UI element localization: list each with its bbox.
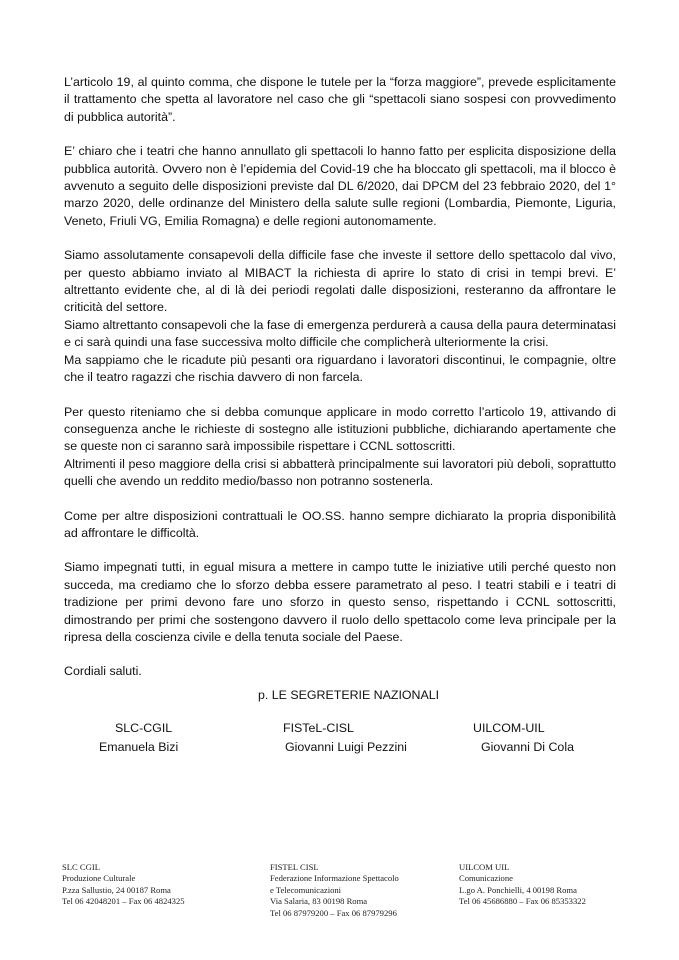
paragraph-apply-article-19: Per questo riteniamo che si debba comunque applicare in modo corretto l’articolo 19, attivando di conseguenza anche le richieste di sostegno alle istituzioni pubbliche, dichiarando apertamente che se queste non ci saranno sarà impossibile rispettare i CCNL sottoscritti. xyxy=(64,404,616,454)
footer-line: Tel 06 42048201 – Fax 06 4824325 xyxy=(62,896,185,907)
paragraph-public-authority: E’ chiaro che i teatri che hanno annullato gli spettacoli lo hanno fatto per esplicita disposizione della pubblica autorità. Ovvero non è l’epidemia del Covid-19 che ha bloccato gli spettacoli, ma il blocco è avvenuto a seguito delle disposizioni previste dal DL 6/2020, dai DPCM del 23 febbraio 2020, del 1° marzo 2020, delle ordinanze del Ministero della salute sulle regioni (Lombardia, Piemonte, Liguria, Veneto, Friuli VG, Emilia Romagna) e delle regioni autonomamente. xyxy=(64,144,616,228)
signatory-org: SLC-CGIL xyxy=(115,721,173,735)
footer-slc-cgil xyxy=(62,862,185,908)
signatory-name: Giovanni Luigi Pezzini xyxy=(285,740,407,754)
footer-line: Tel 06 87979200 – Fax 06 87979296 xyxy=(270,907,397,918)
footer-fistel-cisl xyxy=(270,862,399,919)
footer-line: Comunicazione xyxy=(459,873,513,884)
footer-line: Via Salaria, 83 00198 Roma xyxy=(270,896,368,907)
footer-line: Federazione Informazione Spettacolo xyxy=(270,873,399,884)
signatory-slc-cgil xyxy=(99,719,179,757)
closing-salutation: Cordiali saluti. xyxy=(64,664,142,679)
footer-line: FISTEL CISL xyxy=(270,862,319,872)
footer-line: Tel 06 45686880 – Fax 06 85353322 xyxy=(459,896,586,907)
signatory-org: UILCOM-UIL xyxy=(473,721,545,735)
paragraph-unions-availability: Come per altre disposizioni contrattuali le OO.SS. hanno sempre dichiarato la propria disponibilità ad affrontare le difficoltà. xyxy=(64,508,616,540)
footer-line: SLC CGIL xyxy=(62,862,100,872)
paragraph-weaker-workers: Altrimenti il peso maggiore della crisi si abbatterà principalmente sui lavoratori più deboli, soprattutto quelli che avendo un reddito medio/basso non potranno sostenerla. xyxy=(64,456,616,489)
paragraph-article-19: L’articolo 19, al quinto comma, che dispone le tutele per la “forza maggiore”, prevede esplicitamente il trattamento che spetta al lavoratore nel caso che gli “spettacoli siano sospesi con provvedimento di pubblica autorità”. xyxy=(64,75,616,124)
paragraph-emergency-phase: Siamo altrettanto consapevoli che la fase di emergenza perdurerà a causa della paura determinatasi e ci sarà quindi una fase successiva molto difficile che complicherà ulteriormente la crisi. xyxy=(64,317,616,350)
paragraph-discontinuous-workers: Ma sappiamo che le ricadute più pesanti ora riguardano i lavoratori discontinui, le compagnie, oltre che il teatro ragazzi che rischia davvero di non farcela. xyxy=(64,352,616,385)
paragraph-commitment: Siamo impegnati tutti, in egual misura a mettere in campo tutte le iniziative utili perché questo non succeda, ma crediamo che lo sforzo debba essere parametrato al peso. I teatri stabili e i teatri di tradizione per primi devono fare uno sforzo in questo senso, rispettando i CCNL sottoscritti, dimostrando per primi che sostengono davvero il ruolo dello spettacolo come leva principale per la ripresa della coscienza civile e della tenuta sociale del Paese. xyxy=(64,560,616,644)
footer-line: UILCOM UIL xyxy=(459,862,510,872)
signatory-uilcom-uil xyxy=(473,719,574,757)
footer-uilcom-uil xyxy=(459,862,586,908)
footer-line: Produzione Culturale xyxy=(62,873,136,884)
paragraph-crisis-awareness: Siamo assolutamente consapevoli della difficile fase che investe il settore dello spettacolo dal vivo, per questo abbiamo inviato al MIBACT la richiesta di aprire lo stato di crisi in tempi brevi. E’ altrettanto evidente che, al di là dei periodi regolati dalle disposizioni, resteranno da affrontare le criticità del settore. xyxy=(64,248,616,315)
signoff-heading: p. LE SEGRETERIE NAZIONALI xyxy=(258,688,440,702)
footer-line: P.zza Sallustio, 24 00187 Roma xyxy=(62,884,171,895)
footer-line: e Telecomunicazioni xyxy=(270,884,342,895)
signatory-name: Emanuela Bizi xyxy=(99,740,179,754)
signatory-org: FISTeL-CISL xyxy=(283,721,354,735)
letter-body xyxy=(64,74,616,681)
signatory-fistel-cisl xyxy=(281,719,407,757)
footer-line: L.go A. Ponchielli, 4 00198 Roma xyxy=(459,884,577,895)
signatory-name: Giovanni Di Cola xyxy=(481,740,574,754)
